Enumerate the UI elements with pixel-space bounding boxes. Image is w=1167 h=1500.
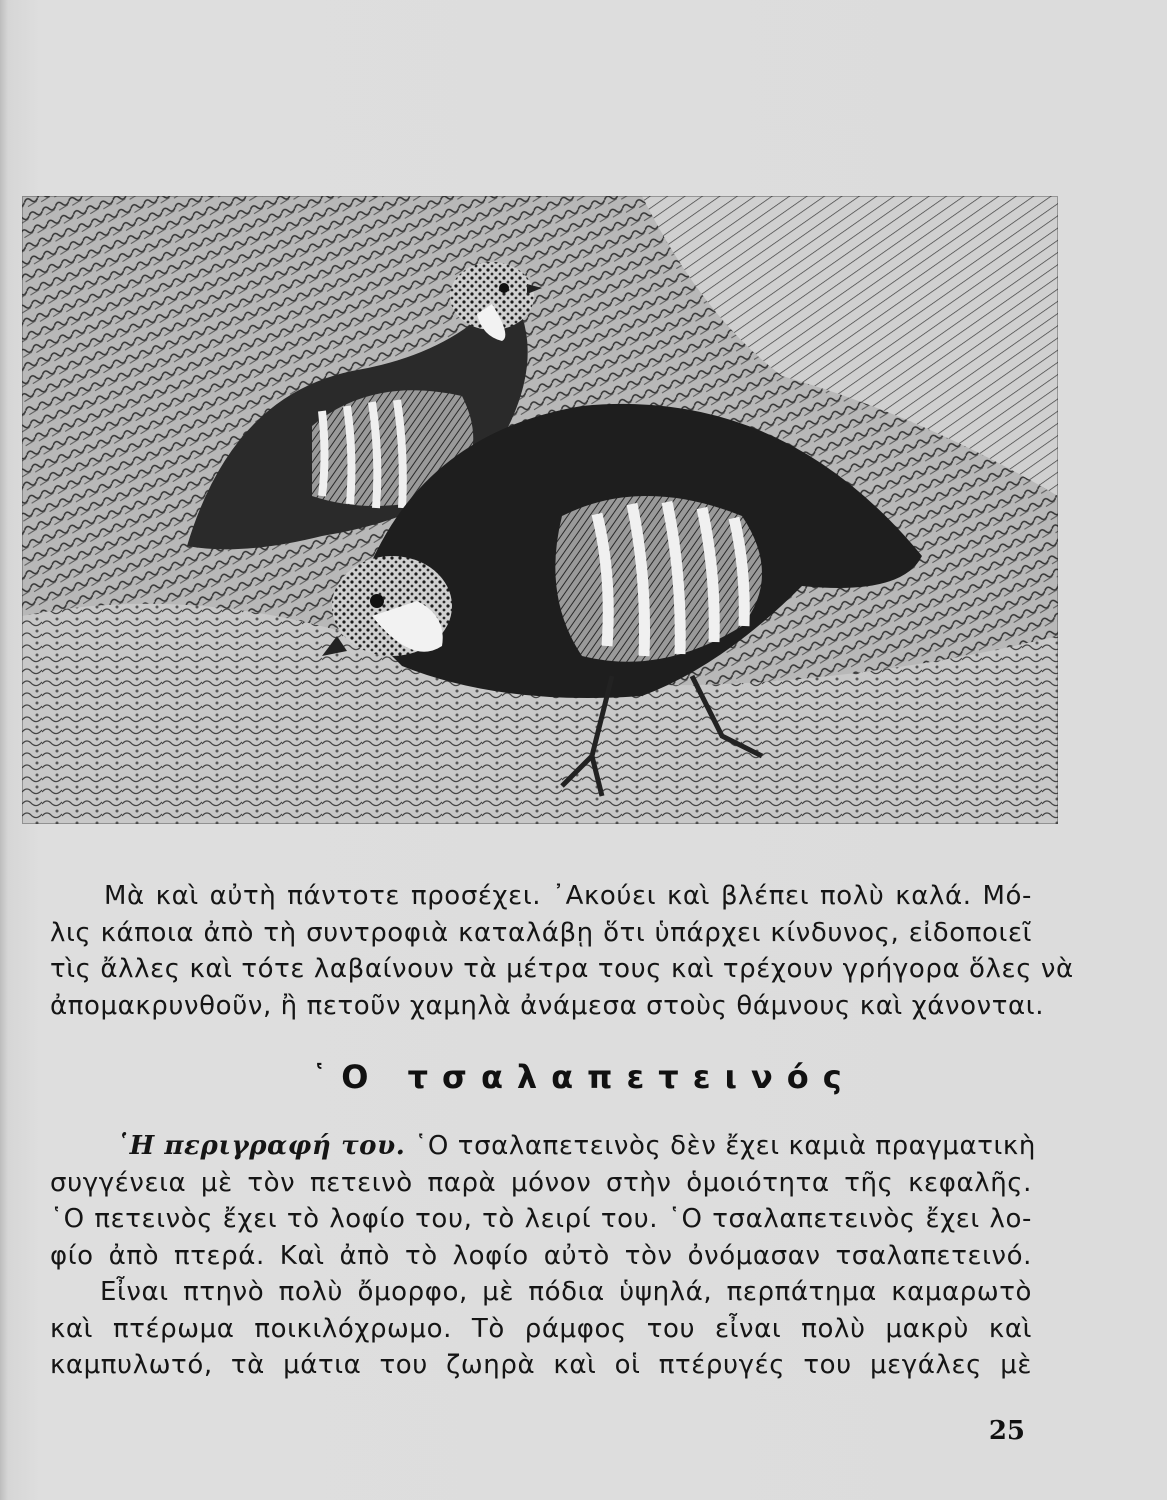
paragraph-1-line-3: τὶς ἄλλες καὶ τότε λαβαίνουν τὰ μέτρα τους καὶ τρέχουν γρήγορα ὅλες νὰ [50,954,1074,984]
paragraph-2-line-4: φίο ἀπὸ πτερά. Καὶ ἀπὸ τὸ λοφίο αὐτὸ τὸν ὀνόμασαν τσαλαπετεινό. [50,1240,1032,1271]
paragraph-1-line-1: Μὰ καὶ αὐτὴ πάντοτε προσέχει. ᾿Ακούει καὶ βλέπει πολὺ καλά. Μό- [104,881,1032,911]
paragraph-1-line-4: ἀπομακρυνθοῦν, ἢ πετοῦν χαμηλὰ ἀνάμεσα στοὺς θάμνους καὶ χάνονται. [50,990,1045,1021]
paragraph-2-line-1 [50,1128,1036,1165]
paragraph-2-line-1-text: ῾Ο τσαλαπετεινὸς δὲν ἔχει καμιὰ πραγματικὴ [414,1131,1036,1161]
page-number: 25 [988,1416,1025,1446]
runin-heading: ῾Η περιγραφή του. [116,1131,406,1161]
paragraph-2-line-6: καὶ πτέρωμα ποικιλόχρωμο. Τὸ ράμφος του εἶναι πολὺ μακρὺ καὶ [50,1313,1032,1344]
paragraph-2-line-5: Εἶναι πτηνὸ πολὺ ὄμορφο, μὲ πόδια ὑψηλά, περπάτημα καμαρωτὸ [100,1277,1032,1307]
section-heading: ῾Ο τσαλαπετεινός [311,1058,856,1096]
paragraph-2-line-2: συγγένεια μὲ τὸν πετεινὸ παρὰ μόνον στὴν ὁμοιότητα τῆς κεφαλῆς. [50,1167,1032,1198]
paragraph-1-line-2: λις κάποια ἀπὸ τὴ συντροφιὰ καταλάβῃ ὅτι ὑπάρχει κίνδυνος, εἰδοποιεῖ [50,917,1032,948]
paragraph-1 [50,878,1074,1024]
paragraph-2-line-7: καμπυλωτό, τὰ μάτια του ζωηρὰ καὶ οἱ πτέρυγές του μεγάλες μὲ [50,1350,1032,1380]
partridges-illustration [22,196,1058,824]
paragraph-2 [50,1128,1036,1384]
paragraph-2-line-3: ῾Ο πετεινὸς ἔχει τὸ λοφίο του, τὸ λειρί του. ῾Ο τσαλαπετεινὸς ἔχει λο- [50,1204,1032,1234]
engraving-image [22,196,1058,824]
